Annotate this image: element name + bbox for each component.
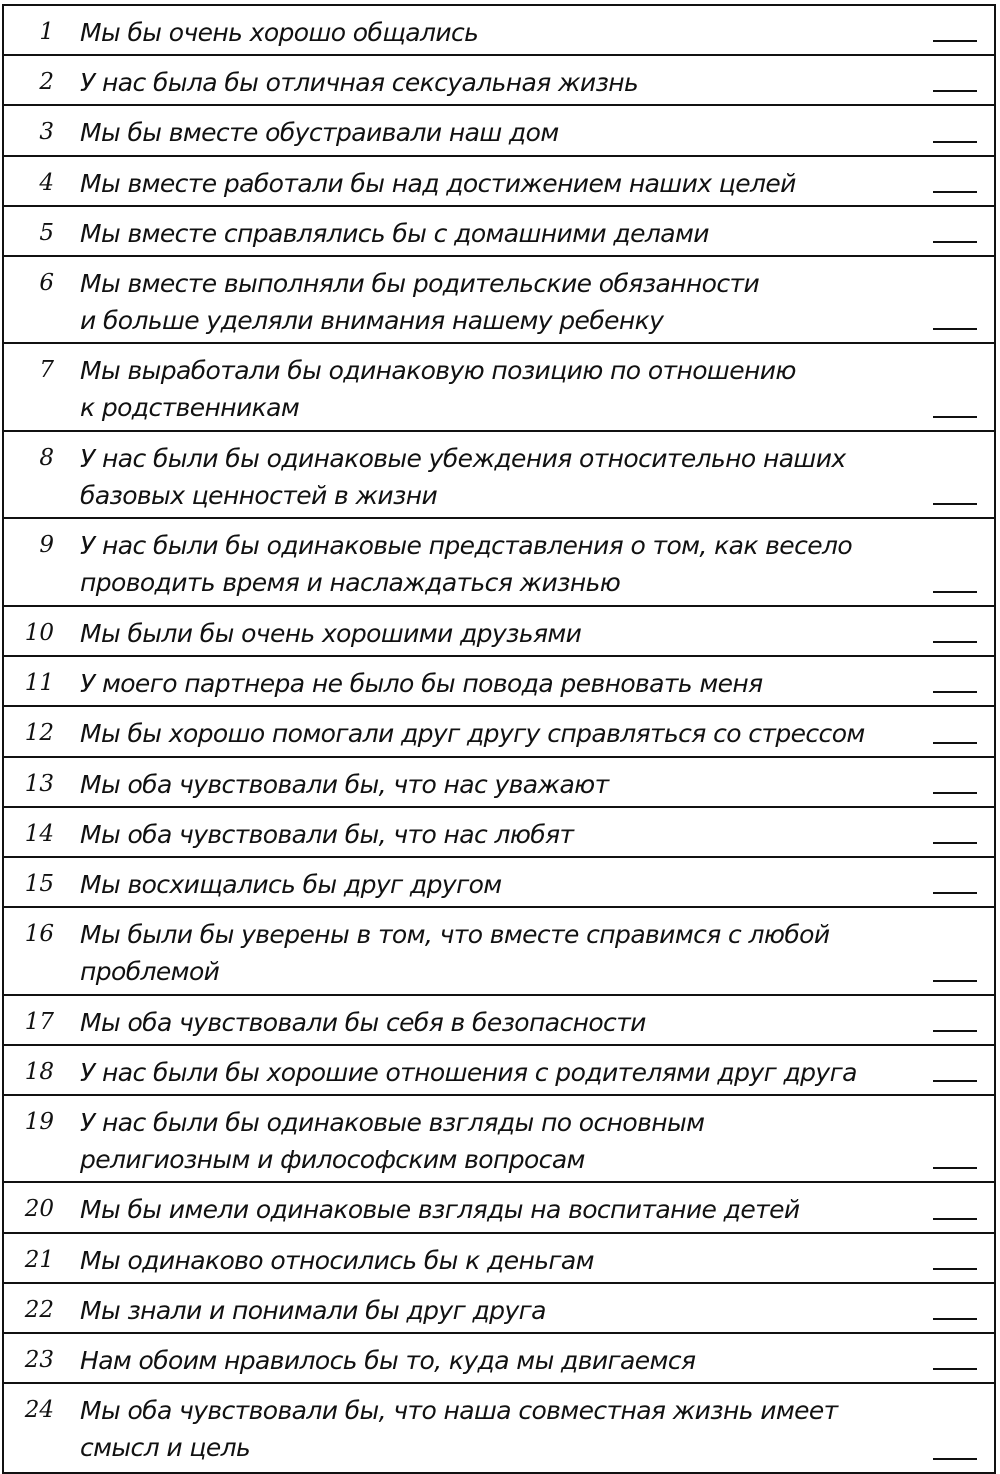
item-text: Мы вместе выполняли бы родительские обязанности и больше уделяли внимания нашему ребенку [80,268,760,335]
item-text: Нам обоим нравилось бы то, куда мы двигаемся [80,1346,696,1375]
answer-blank[interactable] [933,191,977,193]
item-text: Мы бы вместе обустраивали наш дом [80,118,559,148]
answer-blank[interactable] [933,742,977,744]
item-number: 23 [24,1347,54,1373]
answer-blank[interactable] [933,641,977,643]
item-row [4,758,994,808]
item-text: Мы оба чувствовали бы, что нас уважают [80,769,609,799]
answer-blank[interactable] [933,1318,977,1320]
answer-blank[interactable] [933,241,977,243]
item-row [4,1334,994,1384]
answer-blank[interactable] [933,416,977,418]
item-number: 18 [24,1058,54,1085]
item-number: 5 [39,219,54,246]
item-number: 8 [39,444,54,471]
item-text: Мы восхищались бы друг другом [80,869,502,899]
item-text: Мы знали и понимали бы друг друга [80,1295,546,1325]
item-row [4,519,994,607]
answer-blank[interactable] [933,1368,977,1370]
item-row [4,808,994,858]
answer-blank[interactable] [933,328,977,330]
item-number: 13 [24,770,54,797]
item-number: 3 [39,119,54,146]
answer-blank[interactable] [933,40,977,42]
item-text: У нас были бы одинаковые взгляды по основным религиозным и философским вопросам [80,1107,705,1174]
item-number: 17 [24,1008,54,1035]
item-number: 15 [24,870,54,897]
item-text: Мы вместе работали бы над достижением наших целей [80,168,796,198]
item-number: 12 [24,720,54,747]
answer-blank[interactable] [933,842,977,844]
item-row [4,207,994,257]
item-text: Мы вместе справлялись бы с домашними делами [80,218,709,248]
item-text: У нас были бы одинаковые убеждения относительно наших базовых ценностей в жизни [80,443,846,510]
item-number: 16 [24,921,54,948]
item-row [4,6,994,56]
item-text: У нас были бы хорошие отношения с родителями друг друга [80,1057,857,1087]
item-number: 10 [24,619,54,646]
item-number: 20 [24,1196,54,1223]
item-text: Мы одинаково относились бы к деньгам [80,1245,594,1275]
item-row [4,344,994,432]
item-text: У моего партнера не было бы повода ревновать меня [80,669,763,699]
item-row [4,157,994,207]
item-row [4,1046,994,1096]
item-row [4,257,994,345]
item-number: 2 [39,69,54,96]
answer-blank[interactable] [933,691,977,693]
item-number: 1 [39,19,54,45]
item-number: 6 [39,269,54,296]
item-text: Мы выработали бы одинаковую позицию по отношению к родственникам [80,356,796,423]
item-number: 14 [24,820,54,847]
item-row [4,106,994,156]
item-number: 24 [24,1397,54,1424]
answer-blank[interactable] [933,90,977,92]
answer-blank[interactable] [933,792,977,794]
item-text: У нас была бы отличная сексуальная жизнь [80,68,639,98]
item-number: 21 [24,1246,54,1273]
answer-blank[interactable] [933,141,977,143]
item-text: Мы были бы уверены в том, что вместе справимся с любой проблемой [80,920,830,987]
item-text: Мы были бы очень хорошими друзьями [80,618,582,648]
answer-blank[interactable] [933,1268,977,1270]
item-row [4,1234,994,1284]
questionnaire-table [2,4,996,1474]
item-number: 4 [39,169,54,196]
item-row [4,1384,994,1472]
item-row [4,607,994,657]
answer-blank[interactable] [933,591,977,593]
answer-blank[interactable] [933,892,977,894]
item-row [4,657,994,707]
item-number: 22 [24,1296,54,1323]
answer-blank[interactable] [933,1167,977,1169]
answer-blank[interactable] [933,1458,977,1460]
item-number: 11 [24,670,54,697]
item-row [4,1096,994,1184]
item-text: Мы оба чувствовали бы себя в безопасности [80,1007,646,1037]
item-number: 7 [39,357,54,384]
answer-blank[interactable] [933,1080,977,1082]
item-row [4,56,994,106]
answer-blank[interactable] [933,503,977,505]
item-row [4,1183,994,1233]
item-text: Мы бы очень хорошо общались [80,18,479,47]
item-text: Мы бы хорошо помогали друг другу справляться со стрессом [80,719,865,749]
item-row [4,858,994,908]
item-text: У нас были бы одинаковые представления о том, как весело проводить время и наслаждаться жизнью [80,531,853,598]
item-number: 9 [39,532,54,559]
item-row [4,996,994,1046]
answer-blank[interactable] [933,980,977,982]
answer-blank[interactable] [933,1218,977,1220]
item-row [4,908,994,996]
item-number: 19 [24,1108,54,1135]
item-row [4,1284,994,1334]
item-text: Мы оба чувствовали бы, что наша совместная жизнь имеет смысл и цель [80,1396,838,1463]
item-text: Мы оба чувствовали бы, что нас любят [80,819,574,849]
item-row [4,707,994,757]
item-row [4,432,994,520]
answer-blank[interactable] [933,1030,977,1032]
item-text: Мы бы имели одинаковые взгляды на воспитание детей [80,1195,800,1225]
